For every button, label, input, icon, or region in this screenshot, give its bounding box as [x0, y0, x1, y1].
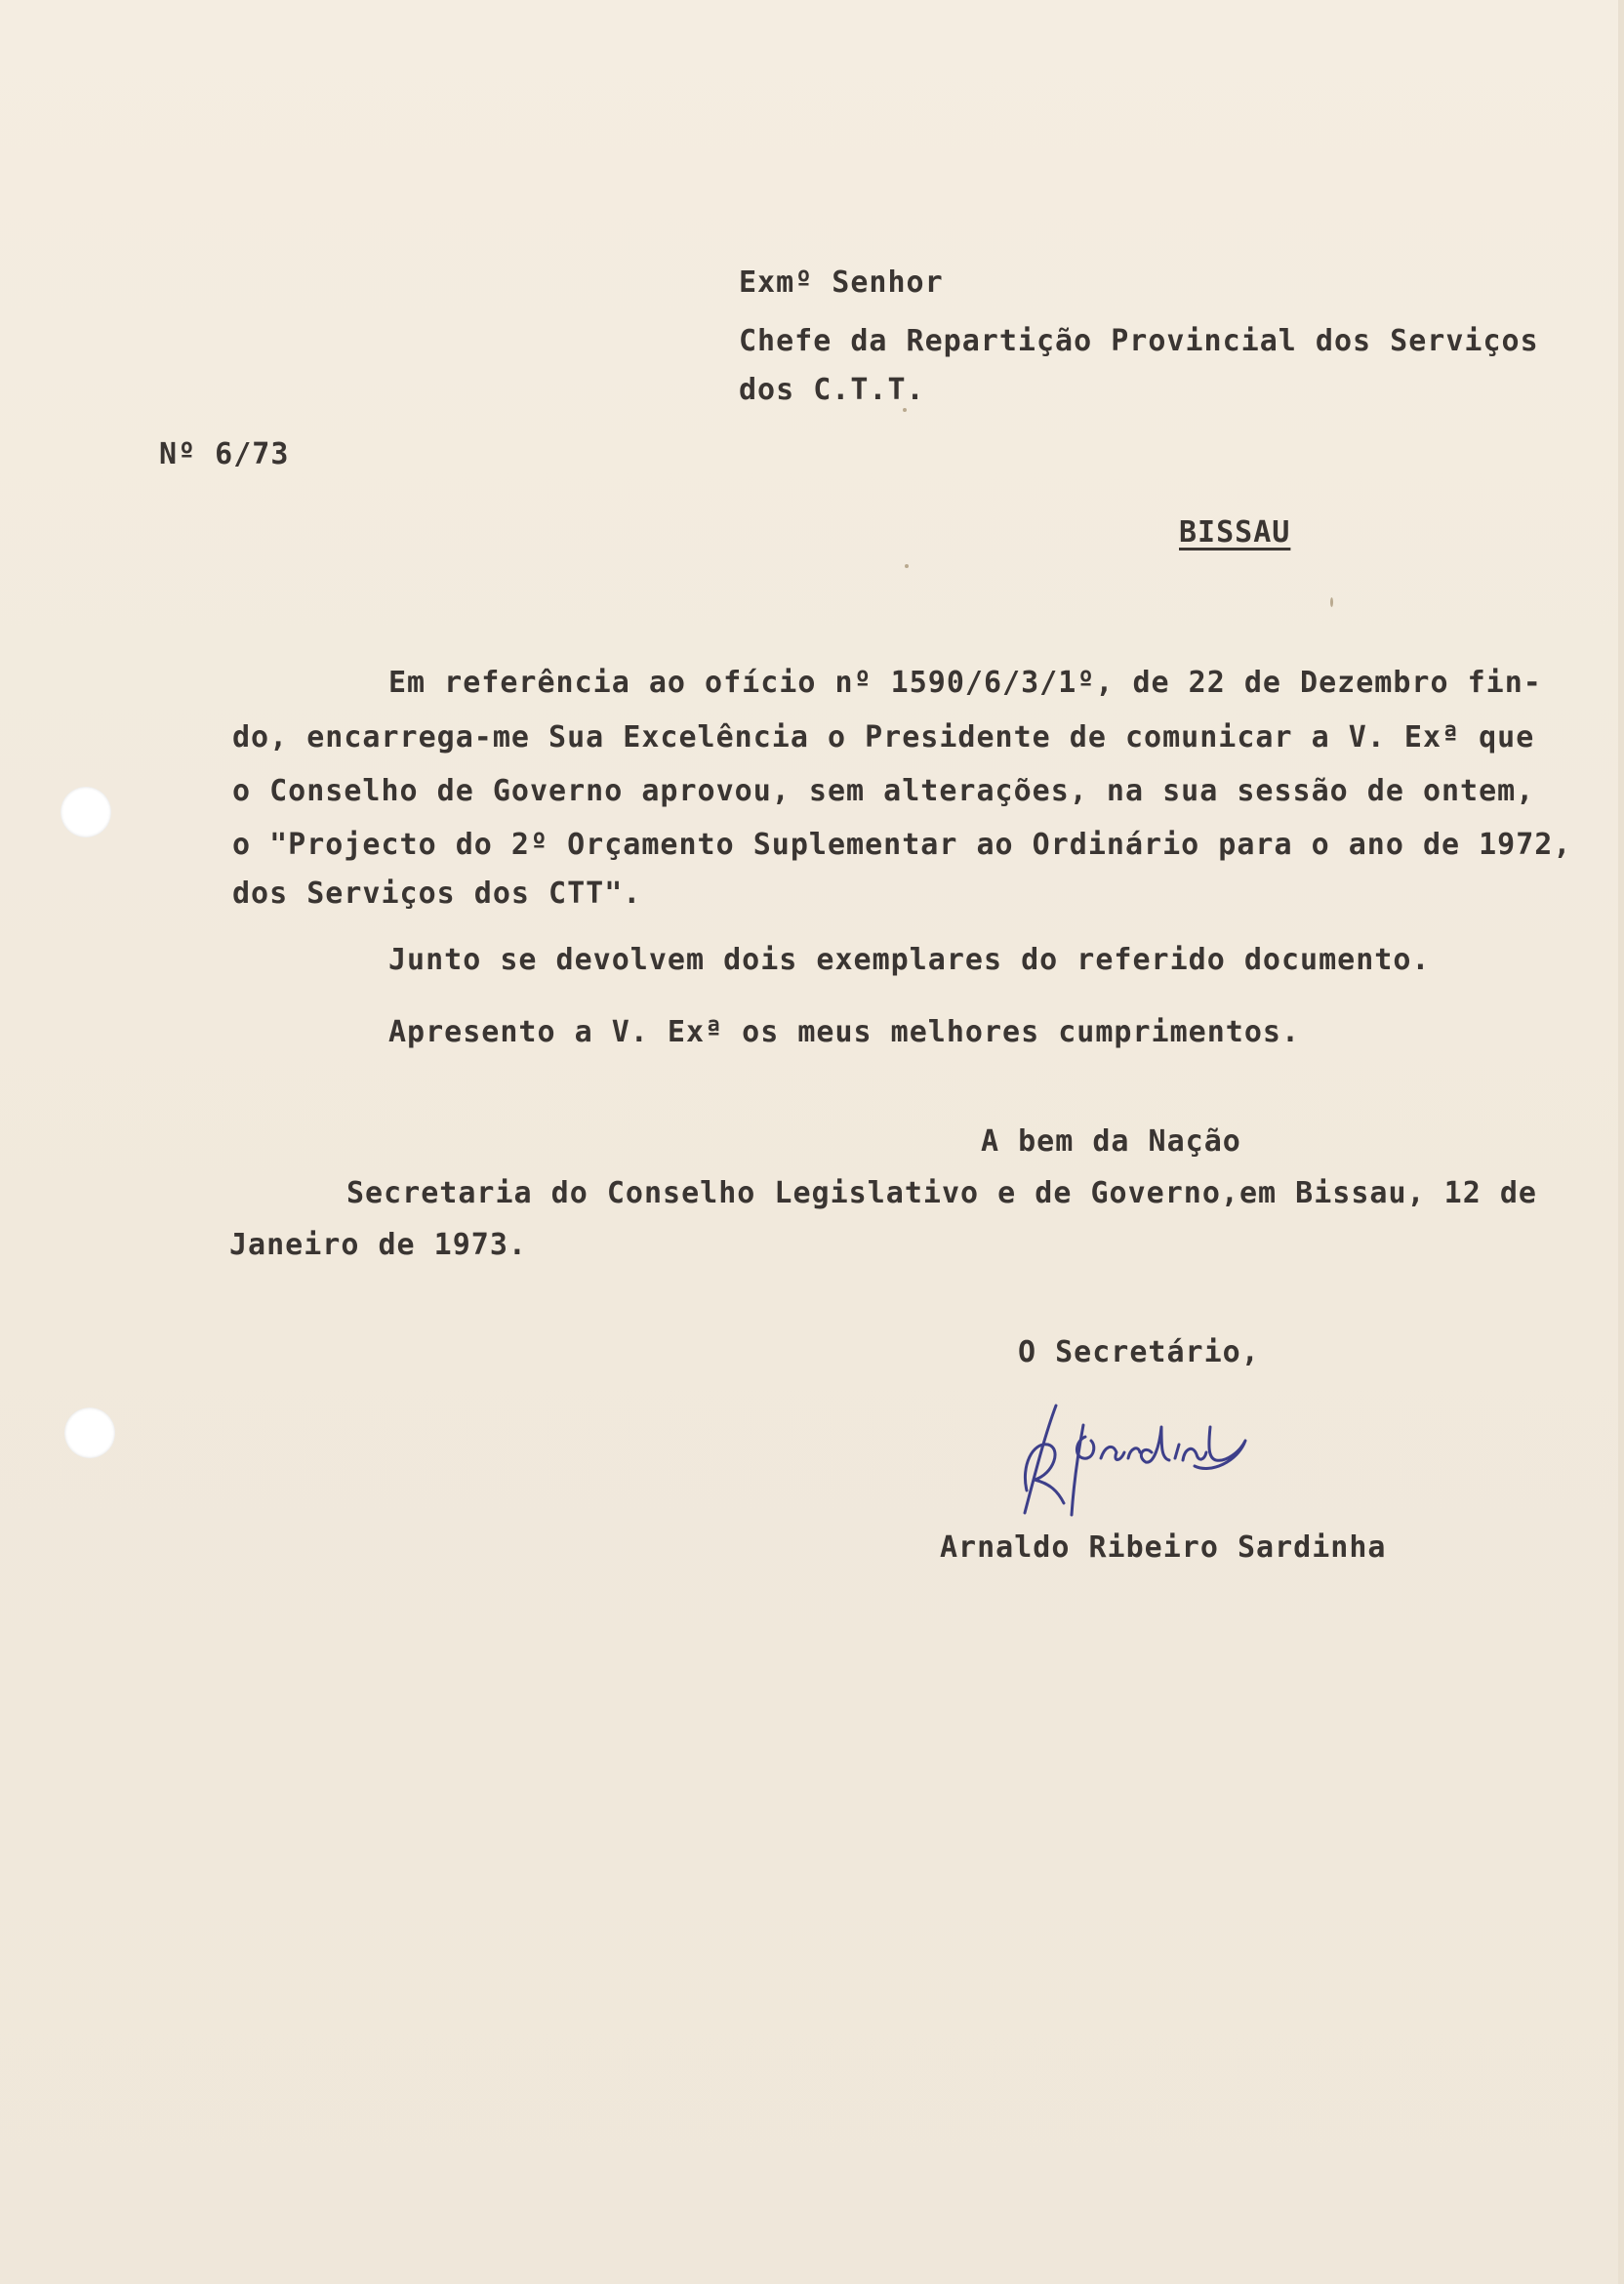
punch-hole	[64, 1407, 115, 1458]
recipient-title-line1: Chefe da Repartição Provincial dos Serviços	[739, 324, 1539, 358]
body-line: Em referência ao ofício nº 1590/6/3/1º, de 22 de Dezembro fin-	[388, 666, 1542, 700]
reference-number: Nº 6/73	[159, 437, 290, 471]
signature-text: RSardinha	[1015, 1398, 1030, 1399]
punch-hole	[61, 787, 111, 837]
signatory-title: O Secretário,	[1018, 1335, 1260, 1369]
body-line: o "Projecto do 2º Orçamento Suplementar ao Ordinário para o ano de 1972,	[232, 828, 1572, 862]
paper-speck	[905, 564, 909, 568]
recipient-city: BISSAU	[1179, 515, 1291, 550]
body-line: dos Serviços dos CTT".	[232, 877, 642, 911]
greeting-line: Apresento a V. Exª os meus melhores cumprimentos.	[388, 1015, 1301, 1049]
body-line: do, encarrega-me Sua Excelência o Presidente de comunicar a V. Exª que	[232, 720, 1535, 755]
paper-speck	[903, 408, 907, 412]
enclosure-line: Junto se devolvem dois exemplares do referido documento.	[388, 943, 1431, 977]
paper-speck	[1330, 597, 1333, 607]
closing-formula: A bem da Nação	[981, 1124, 1241, 1159]
recipient-title-line2: dos C.T.T.	[739, 373, 925, 407]
body-line: o Conselho de Governo aprovou, sem alterações, na sua sessão de ontem,	[232, 774, 1535, 808]
recipient-salutation: Exmº Senhor	[739, 265, 944, 300]
handwritten-signature	[1015, 1398, 1264, 1525]
signatory-name: Arnaldo Ribeiro Sardinha	[940, 1530, 1387, 1565]
place-date-line: Secretaria do Conselho Legislativo e de Governo,em Bissau, 12 de	[346, 1176, 1537, 1210]
place-date-line: Janeiro de 1973.	[229, 1228, 527, 1262]
